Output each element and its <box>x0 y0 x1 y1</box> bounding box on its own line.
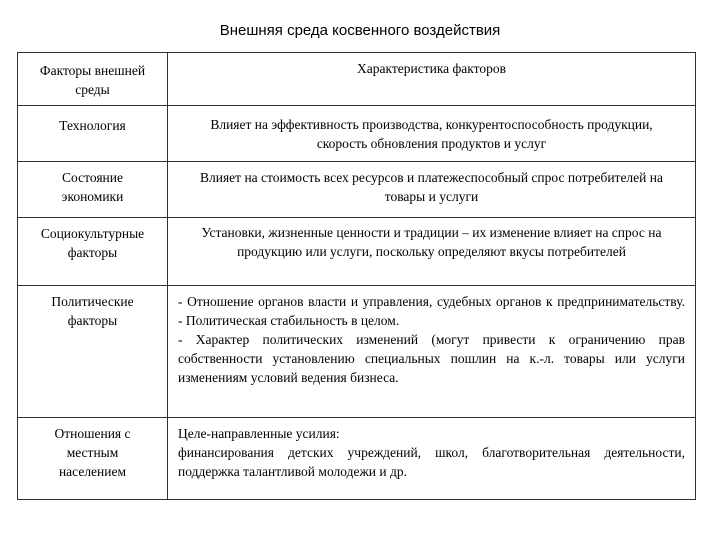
political-line-2: - Политическая стабильность в целом. <box>178 313 400 328</box>
table-row <box>18 218 696 286</box>
row-factor-local-population: Отношения с местным населением <box>18 418 168 500</box>
row-factor-technology: Технология <box>18 106 168 162</box>
header-characteristic: Характеристика факторов <box>168 53 696 106</box>
political-line-3: - Характер политических изменений (могут привести к ограничению прав собственности установлению специальных пошлин на к.-л. товары или услуги изменениям условий ведения бизнеса. <box>178 332 685 385</box>
table-row <box>18 106 696 162</box>
row-factor-economy: Состояние экономики <box>18 162 168 218</box>
row-characteristic-technology: Влияет на эффективность производства, конкурентоспособность продукции, скорость обновления продуктов и услуг <box>168 106 696 162</box>
local-line-2: финансирования детских учреждений, школ, благотворительная деятельности, поддержка талантливой молодежи и др. <box>178 445 685 479</box>
row-characteristic-sociocultural: Установки, жизненные ценности и традиции – их изменение влияет на спрос на продукцию или услуги, поскольку определяют вкусы потребителей <box>168 218 696 286</box>
factors-table <box>17 52 696 500</box>
header-factor: Факторы внешней среды <box>18 53 168 106</box>
table-row <box>18 162 696 218</box>
row-characteristic-economy: Влияет на стоимость всех ресурсов и платежеспособный спрос потребителей на товары и услуги <box>168 162 696 218</box>
page-title: Внешняя среда косвенного воздействия <box>219 22 501 39</box>
table-row <box>18 418 696 500</box>
political-line-1: - Отношение органов власти и управления, судебных органов к предпринимательству. <box>178 294 685 309</box>
row-characteristic-political <box>168 286 696 418</box>
local-line-1: Целе-направленные усилия: <box>178 426 340 441</box>
row-factor-sociocultural: Социокультурные факторы <box>18 218 168 286</box>
table-header-row <box>18 53 696 106</box>
row-characteristic-local-population <box>168 418 696 500</box>
row-factor-political: Политические факторы <box>18 286 168 418</box>
table-row <box>18 286 696 418</box>
